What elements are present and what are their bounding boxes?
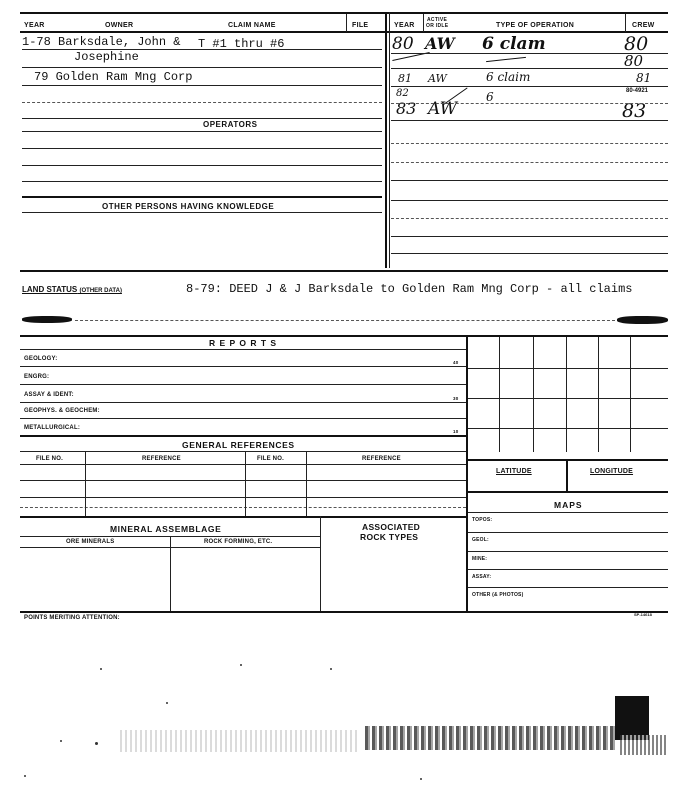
latitude-label: LATITUDE [496, 468, 532, 475]
activity-status-5: AW [428, 99, 458, 119]
activity-status-3: AW [428, 72, 447, 85]
maps-topos: TOPOS: [472, 517, 493, 523]
ink-smudge [617, 316, 668, 324]
grid-line [566, 459, 568, 491]
grid-line [468, 428, 668, 429]
activity-status-1: AW [425, 34, 455, 53]
reports-top-rule [20, 335, 668, 337]
land-status-label-main: LAND STATUS [22, 285, 78, 294]
ore-minerals-label: ORE MINERALS [66, 539, 115, 545]
grid-line [499, 337, 500, 452]
grid-line [468, 368, 668, 369]
row-line [20, 464, 466, 465]
activity-year-4: 82 [396, 88, 409, 99]
activity-operation-3: 6 claim [486, 70, 531, 84]
report-geology: GEOLOGY: [24, 356, 58, 362]
scan-noise [620, 735, 668, 755]
form-number: SP-14618 [634, 612, 652, 617]
scan-noise [365, 726, 615, 750]
owner-divider [385, 12, 387, 268]
row-line [22, 102, 382, 103]
row-line [20, 384, 466, 385]
refs-reference-1: REFERENCE [142, 456, 181, 462]
row-line [468, 587, 668, 588]
maps-other: OTHER (& PHOTOS) [472, 592, 524, 598]
row-line [391, 253, 668, 254]
land-status-text: 8-79: DEED J & J Barksdale to Golden Ram Mng Corp - all claims [186, 282, 633, 296]
report-geology-code: 40 [453, 360, 459, 365]
row-line [75, 320, 615, 321]
rock-forming-label: ROCK FORMING, ETC. [204, 539, 273, 545]
owner-header: OWNER [105, 22, 134, 29]
row-line [391, 180, 668, 181]
grid-line [533, 337, 534, 452]
row-line [20, 349, 466, 350]
maps-divider [466, 516, 468, 611]
associated-label: ASSOCIATED [362, 522, 421, 532]
points-label: POINTS MERITING ATTENTION: [24, 615, 120, 621]
crew-header: CREW [632, 22, 655, 29]
maps-assay: ASSAY: [472, 574, 492, 580]
crew-divider [625, 14, 626, 32]
row-line [20, 497, 466, 498]
claim-line-1: T #1 thru #6 [198, 37, 285, 51]
report-metallurgical: METALLURGICAL: [24, 425, 81, 431]
row-line [20, 418, 466, 419]
row-line [391, 53, 668, 54]
maps-geol: GEOL: [472, 537, 489, 543]
rock-types-label: ROCK TYPES [360, 532, 419, 542]
col-line [85, 451, 86, 516]
knowledge-title: OTHER PERSONS HAVING KNOWLEDGE [102, 202, 275, 211]
claim-name-header: CLAIM NAME [228, 22, 276, 29]
grid-line [566, 337, 567, 452]
col-line [245, 451, 246, 516]
grid-line [598, 337, 599, 452]
row-line [20, 451, 466, 452]
row-line [391, 218, 668, 219]
year2-header: YEAR [394, 22, 415, 29]
ink-smudge [22, 316, 72, 323]
activity-crew-4: 80-4921 [626, 88, 649, 94]
row-line [468, 569, 668, 570]
col-line [170, 536, 171, 611]
maps-title: MAPS [554, 500, 583, 510]
longitude-label: LONGITUDE [590, 468, 634, 475]
refs-file-no-2: FILE NO. [257, 456, 284, 462]
row-line [468, 512, 668, 513]
speck [420, 778, 422, 780]
reports-title: R E P O R T S [209, 338, 278, 348]
activity-year-3: 81 [398, 72, 412, 85]
activity-crew-1: 80 [624, 33, 649, 55]
activity-operation-1: 6 clam [482, 34, 546, 54]
row-line [22, 67, 382, 68]
points-rule [20, 611, 668, 613]
operation-header: TYPE OF OPERATION [496, 22, 575, 29]
owner-line-2: Josephine [74, 50, 139, 64]
maps-mine: MINE: [472, 556, 488, 562]
grid-line [468, 398, 668, 399]
top-rule [20, 12, 668, 14]
scan-noise [120, 730, 360, 752]
report-geophys: GEOPHYS. & GEOCHEM: [24, 408, 100, 414]
active-header: ACTIVE [427, 17, 448, 23]
activity-year-5: 83 [396, 99, 417, 118]
refs-file-no-1: FILE NO. [36, 456, 63, 462]
operators-title: OPERATORS [203, 120, 258, 129]
land-status-sublabel: (OTHER DATA) [79, 288, 122, 294]
speck [100, 668, 102, 670]
row-line [391, 162, 668, 163]
refs-reference-2: REFERENCE [362, 456, 401, 462]
mineral-top-rule [20, 516, 466, 518]
col-line [306, 451, 307, 516]
grid-line [468, 459, 668, 461]
reports-divider [466, 335, 468, 516]
activity-crew-3: 81 [636, 71, 652, 85]
activity-crew-2: 80 [624, 52, 644, 70]
row-line [20, 402, 466, 403]
row-line [22, 85, 382, 86]
row-line [391, 86, 668, 87]
speck [240, 664, 242, 666]
header-rule [20, 31, 668, 33]
general-refs-title: GENERAL REFERENCES [182, 440, 295, 450]
row-line [22, 49, 382, 50]
file-divider [346, 14, 347, 32]
land-status-label [22, 285, 122, 294]
row-line [20, 480, 466, 481]
row-line [391, 236, 668, 237]
scan-blot [615, 696, 649, 740]
report-engrg: ENGRG: [24, 374, 50, 380]
file-header: FILE [352, 22, 369, 29]
land-status-rule [20, 270, 668, 272]
row-line [391, 103, 668, 104]
speck [166, 702, 168, 704]
owner-line-1: 1-78 Barksdale, John & [22, 35, 181, 49]
activity-year-1: 80 [392, 34, 414, 54]
speck [95, 742, 98, 745]
row-line [468, 532, 668, 533]
speck [330, 668, 332, 670]
report-assay: ASSAY & IDENT: [24, 392, 74, 398]
row-line [22, 212, 382, 213]
speck [24, 775, 26, 777]
year-divider [423, 14, 424, 32]
row-line [391, 200, 668, 201]
owner-line-3: 79 Golden Ram Mng Corp [34, 70, 193, 84]
activity-operation-5: 6 [486, 90, 494, 104]
speck [60, 740, 62, 742]
row-line [22, 148, 382, 149]
grid-line [468, 491, 668, 493]
report-metallurgical-code: 10 [453, 429, 459, 434]
tick-mark [486, 57, 526, 62]
row-line [391, 143, 668, 144]
activity-crew-5: 83 [622, 100, 647, 122]
row-line [391, 68, 668, 69]
row-line [22, 196, 382, 198]
row-line [22, 165, 382, 166]
row-line [20, 366, 466, 367]
idle-header: OR IDLE [426, 23, 449, 29]
row-line [22, 131, 382, 132]
mineral-title: MINERAL ASSEMBLAGE [110, 524, 222, 534]
row-line [22, 118, 382, 119]
row-line [468, 551, 668, 552]
row-line [391, 120, 668, 121]
row-line [22, 181, 382, 182]
grid-line [630, 337, 631, 452]
row-line [20, 507, 466, 508]
col-line [320, 516, 321, 611]
row-line [20, 435, 466, 437]
owner-divider-inner [389, 12, 390, 268]
report-assay-code: 30 [453, 396, 459, 401]
year-header: YEAR [24, 22, 45, 29]
